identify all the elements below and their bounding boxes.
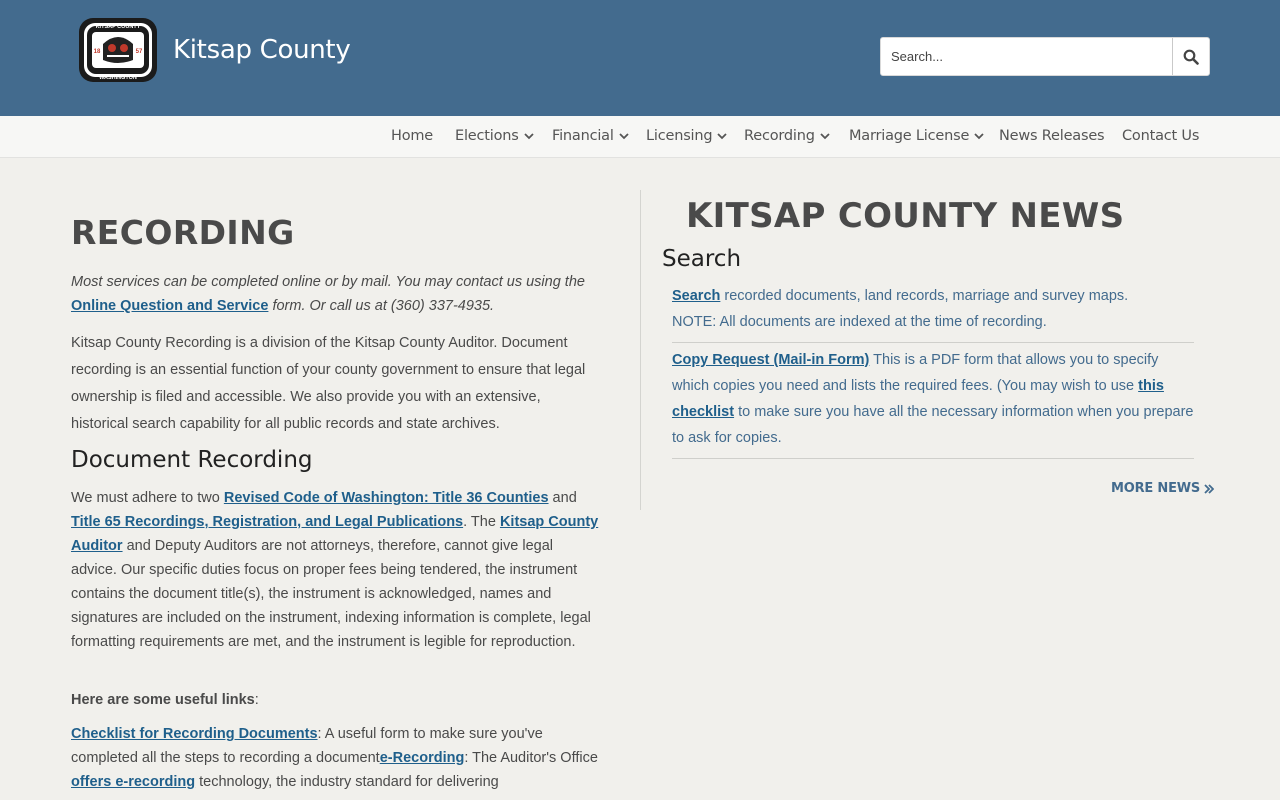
- this-checklist-link[interactable]: this checklist: [672, 378, 1164, 420]
- double-chevron-right-icon: [1204, 484, 1214, 494]
- chevron-down-icon: [820, 132, 830, 140]
- doc-text-3: . The: [463, 514, 500, 530]
- news-item-text-3: to make sure you have all the necessary information when you prepare to ask for copies.: [672, 404, 1194, 446]
- search-records-link[interactable]: Search: [672, 288, 721, 304]
- document-recording-heading: Document Recording: [71, 447, 313, 473]
- title-65-link[interactable]: Title 65 Recordings, Registration, and Legal Publications: [71, 514, 464, 530]
- doc-text-4: and Deputy Auditors are not attorneys, therefore, cannot give legal advice. Our specific duties focus on proper fees being tendered, the instrument contains the document title(s), the instrument is acknowledged, names and signatures are included on the instrument, indexing information is complete, legal formatting requirements are met, and the instrument is legible for reproduction.: [71, 538, 591, 650]
- svg-text:57: 57: [135, 49, 143, 55]
- useful-links-label: [71, 688, 601, 712]
- more-news-label: MORE NEWS: [1111, 481, 1201, 496]
- news-item-note: NOTE: All documents are indexed at the time of recording.: [672, 314, 1047, 330]
- site-title[interactable]: Kitsap County: [173, 35, 351, 65]
- nav-item-licensing[interactable]: Licensing: [646, 128, 727, 144]
- news-item-search: [672, 283, 1194, 335]
- nav-item-marriage-license[interactable]: Marriage License: [849, 128, 984, 144]
- page-title: RECORDING: [71, 213, 295, 252]
- checklist-link[interactable]: Checklist for Recording Documents: [71, 726, 318, 742]
- nav-item-news-releases[interactable]: News Releases: [999, 128, 1105, 144]
- intro-paragraph: [71, 270, 601, 318]
- nav-item-elections[interactable]: Elections: [455, 128, 534, 144]
- svg-text:18: 18: [93, 49, 101, 55]
- chevron-down-icon: [524, 132, 534, 140]
- svg-text:WASHINGTON: WASHINGTON: [99, 75, 137, 81]
- nav-item-home[interactable]: Home: [391, 128, 434, 144]
- chevron-down-icon: [974, 132, 984, 140]
- online-question-link[interactable]: Online Question and Service: [71, 298, 269, 314]
- news-item-text-2: This is a PDF form that allows you to specify which copies you need and lists the required fees. (You may wish to use: [672, 352, 1159, 394]
- links-text-2: : The Auditor's Office: [464, 750, 598, 766]
- document-recording-paragraph: [71, 486, 601, 654]
- site-search: [880, 37, 1210, 76]
- news-search-heading: Search: [662, 246, 742, 272]
- column-divider: [640, 190, 641, 510]
- useful-links-paragraph: [71, 722, 601, 794]
- e-recording-link[interactable]: e-Recording: [379, 750, 465, 766]
- useful-links-text: Here are some useful links: [71, 692, 255, 708]
- about-paragraph: Kitsap County Recording is a division of the Kitsap County Auditor. Document recording is an essential function of your county government to ensure that legal ownership is filed and accessible. We also provide you with an extensive, historical search capability for all public records and state archives.: [71, 335, 586, 432]
- nav-item-contact-us[interactable]: Contact Us: [1122, 128, 1200, 144]
- doc-text: We must adhere to two: [71, 490, 224, 506]
- news-divider: [672, 342, 1194, 343]
- search-button[interactable]: [1172, 38, 1209, 75]
- links-text: : A useful form to make sure you've completed all the steps to recording a document: [71, 726, 543, 766]
- svg-text:KITSAP COUNTY: KITSAP COUNTY: [95, 24, 141, 30]
- links-text-3: technology, the industry standard for delivering: [195, 774, 499, 790]
- doc-text-2: and: [548, 490, 577, 506]
- more-news-link[interactable]: [1111, 481, 1214, 496]
- news-divider: [672, 458, 1194, 459]
- main-nav: [0, 116, 1280, 158]
- useful-links-colon: :: [254, 692, 259, 708]
- search-icon: [1183, 49, 1199, 65]
- chevron-down-icon: [717, 132, 727, 140]
- site-header: [0, 0, 1280, 116]
- intro-text: Most services can be completed online or by mail. You may contact us using the: [71, 274, 585, 290]
- nav-item-financial[interactable]: Financial: [552, 128, 629, 144]
- kitsap-county-auditor-link[interactable]: Kitsap County Auditor: [71, 514, 599, 554]
- news-item-copy-request: [672, 347, 1194, 451]
- chevron-down-icon: [619, 132, 629, 140]
- news-item-text: recorded documents, land records, marriage and survey maps.: [720, 288, 1129, 304]
- offers-e-recording-link[interactable]: offers e-recording: [71, 774, 196, 790]
- search-input[interactable]: [881, 38, 1172, 75]
- news-title: KITSAP COUNTY NEWS: [686, 196, 1125, 236]
- nav-item-recording[interactable]: Recording: [744, 128, 830, 144]
- rcw-title-36-link[interactable]: Revised Code of Washington: Title 36 Counties: [223, 490, 549, 506]
- county-seal-logo[interactable]: [77, 16, 159, 84]
- copy-request-link[interactable]: Copy Request (Mail-in Form): [672, 352, 870, 368]
- intro-text-2: form. Or call us at (360) 337-4935.: [268, 298, 495, 314]
